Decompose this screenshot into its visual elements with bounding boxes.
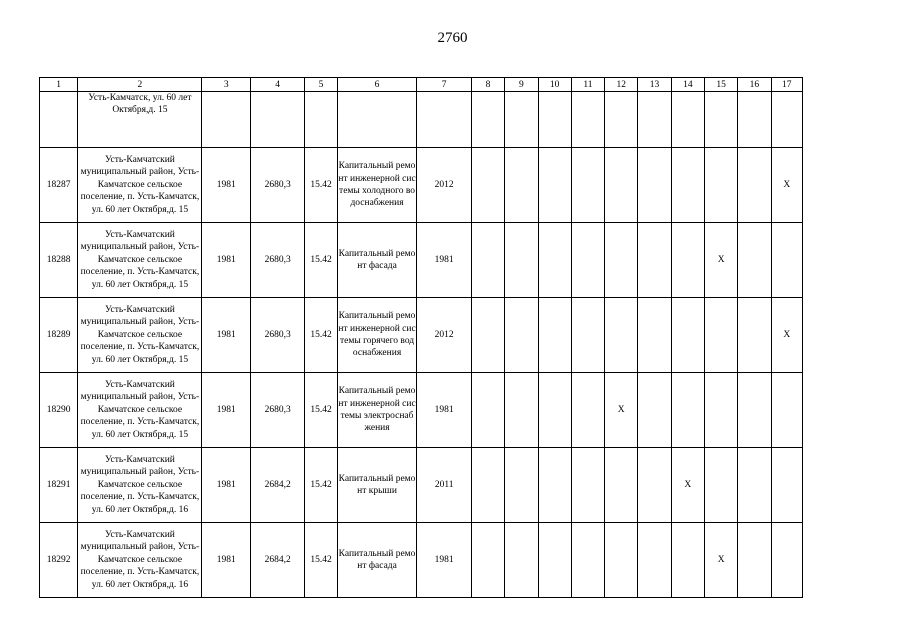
mark-cell (704, 373, 737, 448)
mark-cell (538, 523, 571, 598)
year-work-cell: 2012 (417, 298, 472, 373)
column-header: 1 (40, 78, 78, 92)
address-cell: Усть-Камчатский муниципальный район, Усть-Камчатское сельское поселение, п. Усть-Камчатск, ул. 60 лет Октября,д. 16 (78, 523, 202, 598)
address-cell: Усть-Камчатский муниципальный район, Усть-Камчатское сельское поселение, п. Усть-Камчатск, ул. 60 лет Октября,д. 15 (78, 373, 202, 448)
mark-cell (638, 92, 671, 148)
area-cell: 2680,3 (250, 148, 305, 223)
column-number-row (40, 78, 803, 92)
mark-cell: X (704, 523, 737, 598)
area-cell: 2680,3 (250, 373, 305, 448)
table-row (40, 298, 803, 373)
column-header: 12 (605, 78, 638, 92)
mark-cell (771, 223, 802, 298)
mark-cell (471, 298, 504, 373)
year-built-cell: 1981 (202, 298, 250, 373)
rate-cell: 15.42 (305, 373, 337, 448)
mark-cell (704, 448, 737, 523)
rate-cell: 15.42 (305, 298, 337, 373)
year-built-cell: 1981 (202, 148, 250, 223)
mark-cell (638, 523, 671, 598)
mark-cell (505, 373, 538, 448)
mark-cell (704, 148, 737, 223)
table-row (40, 223, 803, 298)
mark-cell (704, 298, 737, 373)
year-work-cell: 1981 (417, 523, 472, 598)
id-cell: 18287 (40, 148, 78, 223)
table-row (40, 373, 803, 448)
mark-cell (471, 523, 504, 598)
year-built-cell: 1981 (202, 448, 250, 523)
mark-cell (571, 148, 604, 223)
work-type-cell: Капитальный ремонт фасада (337, 523, 417, 598)
mark-cell (605, 148, 638, 223)
year-built-cell: 1981 (202, 373, 250, 448)
column-header: 2 (78, 78, 202, 92)
mark-cell (505, 223, 538, 298)
mark-cell (505, 448, 538, 523)
mark-cell (505, 92, 538, 148)
mark-cell (605, 223, 638, 298)
mark-cell (671, 298, 704, 373)
mark-cell (571, 523, 604, 598)
mark-cell (471, 223, 504, 298)
rate-cell: 15.42 (305, 223, 337, 298)
table-body (40, 92, 803, 598)
mark-cell (505, 148, 538, 223)
mark-cell (538, 448, 571, 523)
mark-cell (538, 92, 571, 148)
column-header: 7 (417, 78, 472, 92)
mark-cell (605, 448, 638, 523)
area-cell: 2680,3 (250, 298, 305, 373)
mark-cell (738, 92, 771, 148)
mark-cell (605, 92, 638, 148)
column-header: 14 (671, 78, 704, 92)
mark-cell (538, 373, 571, 448)
mark-cell (738, 223, 771, 298)
mark-cell (505, 523, 538, 598)
column-header: 16 (738, 78, 771, 92)
register-table (39, 77, 803, 598)
address-cell: Усть-Камчатск, ул. 60 лет Октября,д. 15 (78, 92, 202, 148)
mark-cell (771, 373, 802, 448)
area-cell: 2684,2 (250, 523, 305, 598)
work-type-cell (337, 92, 417, 148)
address-cell: Усть-Камчатский муниципальный район, Усть-Камчатское сельское поселение, п. Усть-Камчатск, ул. 60 лет Октября,д. 15 (78, 148, 202, 223)
mark-cell (471, 148, 504, 223)
year-built-cell: 1981 (202, 223, 250, 298)
mark-cell (638, 448, 671, 523)
mark-cell (571, 373, 604, 448)
mark-cell (738, 448, 771, 523)
column-header: 11 (571, 78, 604, 92)
column-header: 8 (471, 78, 504, 92)
mark-cell: X (605, 373, 638, 448)
mark-cell (771, 92, 802, 148)
mark-cell: X (771, 298, 802, 373)
mark-cell: X (704, 223, 737, 298)
mark-cell (638, 223, 671, 298)
id-cell: 18290 (40, 373, 78, 448)
mark-cell (638, 373, 671, 448)
column-header: 15 (704, 78, 737, 92)
mark-cell (738, 298, 771, 373)
work-type-cell: Капитальный ремонт крыши (337, 448, 417, 523)
mark-cell (704, 92, 737, 148)
table-row (40, 523, 803, 598)
mark-cell (671, 523, 704, 598)
mark-cell (638, 298, 671, 373)
area-cell: 2680,3 (250, 223, 305, 298)
mark-cell (538, 223, 571, 298)
mark-cell (571, 92, 604, 148)
year-work-cell: 1981 (417, 373, 472, 448)
mark-cell (638, 148, 671, 223)
mark-cell (571, 448, 604, 523)
mark-cell (738, 523, 771, 598)
page-number: 2760 (437, 30, 468, 46)
mark-cell (671, 223, 704, 298)
id-cell (40, 92, 78, 148)
mark-cell: X (771, 148, 802, 223)
column-header: 10 (538, 78, 571, 92)
table-row (40, 448, 803, 523)
area-cell (250, 92, 305, 148)
column-header: 17 (771, 78, 802, 92)
table-row (40, 148, 803, 223)
year-work-cell (417, 92, 472, 148)
mark-cell (738, 148, 771, 223)
year-work-cell: 2012 (417, 148, 472, 223)
mark-cell (471, 92, 504, 148)
column-header: 9 (505, 78, 538, 92)
work-type-cell: Капитальный ремонт инженерной системы холодного водоснабжения (337, 148, 417, 223)
id-cell: 18289 (40, 298, 78, 373)
column-header: 3 (202, 78, 250, 92)
year-built-cell: 1981 (202, 523, 250, 598)
address-cell: Усть-Камчатский муниципальный район, Усть-Камчатское сельское поселение, п. Усть-Камчатск, ул. 60 лет Октября,д. 16 (78, 448, 202, 523)
work-type-cell: Капитальный ремонт инженерной системы электроснабжения (337, 373, 417, 448)
mark-cell: X (671, 448, 704, 523)
mark-cell (671, 92, 704, 148)
rate-cell: 15.42 (305, 148, 337, 223)
id-cell: 18292 (40, 523, 78, 598)
work-type-cell: Капитальный ремонт инженерной системы горячего водоснабжения (337, 298, 417, 373)
column-header: 13 (638, 78, 671, 92)
year-work-cell: 1981 (417, 223, 472, 298)
year-built-cell (202, 92, 250, 148)
mark-cell (571, 223, 604, 298)
mark-cell (671, 373, 704, 448)
column-header: 4 (250, 78, 305, 92)
mark-cell (738, 373, 771, 448)
mark-cell (605, 298, 638, 373)
mark-cell (538, 298, 571, 373)
mark-cell (471, 373, 504, 448)
mark-cell (671, 148, 704, 223)
mark-cell (771, 523, 802, 598)
address-cell: Усть-Камчатский муниципальный район, Усть-Камчатское сельское поселение, п. Усть-Камчатск, ул. 60 лет Октября,д. 15 (78, 223, 202, 298)
mark-cell (571, 298, 604, 373)
rate-cell: 15.42 (305, 523, 337, 598)
mark-cell (538, 148, 571, 223)
column-header: 5 (305, 78, 337, 92)
mark-cell (471, 448, 504, 523)
id-cell: 18291 (40, 448, 78, 523)
id-cell: 18288 (40, 223, 78, 298)
mark-cell (505, 298, 538, 373)
mark-cell (771, 448, 802, 523)
continuation-row (40, 92, 803, 148)
column-header: 6 (337, 78, 417, 92)
area-cell: 2684,2 (250, 448, 305, 523)
work-type-cell: Капитальный ремонт фасада (337, 223, 417, 298)
rate-cell (305, 92, 337, 148)
rate-cell: 15.42 (305, 448, 337, 523)
mark-cell (605, 523, 638, 598)
address-cell: Усть-Камчатский муниципальный район, Усть-Камчатское сельское поселение, п. Усть-Камчатск, ул. 60 лет Октября,д. 15 (78, 298, 202, 373)
year-work-cell: 2011 (417, 448, 472, 523)
